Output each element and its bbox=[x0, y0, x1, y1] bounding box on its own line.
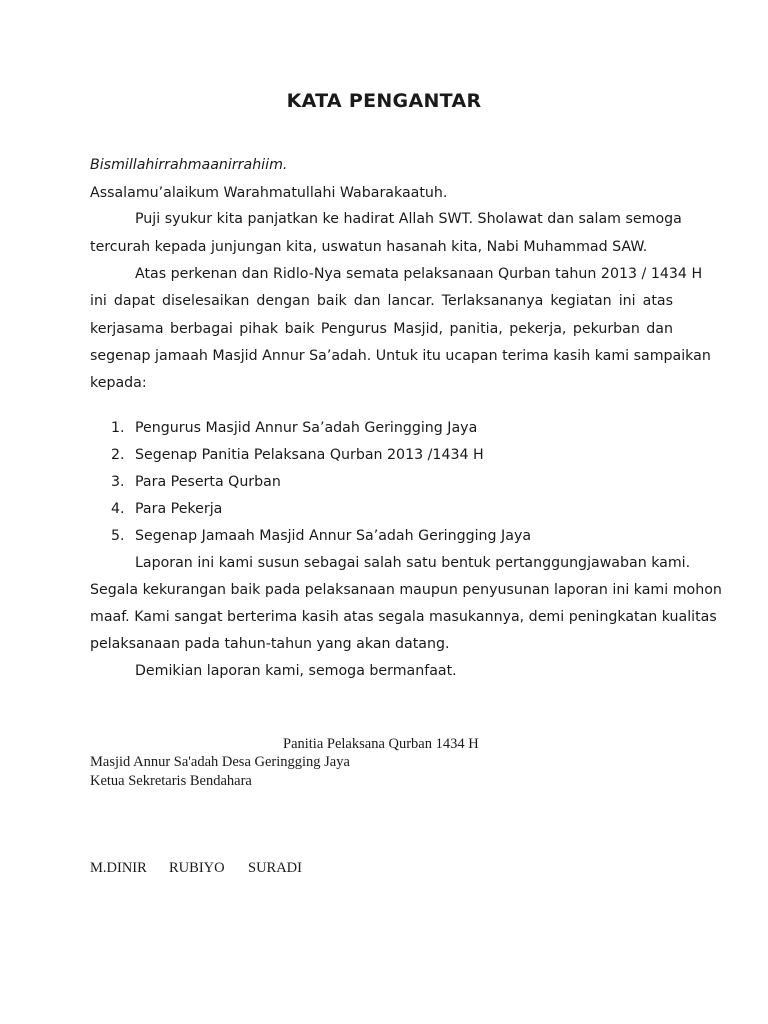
signatory-name: RUBIYO bbox=[169, 860, 225, 876]
signatory-roles: Ketua Sekretaris Bendahara bbox=[90, 773, 252, 789]
signatory-name: SURADI bbox=[248, 860, 302, 876]
paragraph3-line: Segala kekurangan baik pada pelaksanaan maupun penyusunan laporan ini kami mohon bbox=[90, 582, 722, 598]
paragraph1-line: tercurah kepada junjungan kita, uswatun hasanah kita, Nabi Muhammad SAW. bbox=[90, 239, 648, 255]
list-item: Segenap Panitia Pelaksana Qurban 2013 /1434 H bbox=[135, 447, 484, 463]
list-item: Para Peserta Qurban bbox=[135, 474, 281, 490]
paragraph2-line: kerjasama berbagai pihak baik Pengurus Masjid, panitia, pekerja, pekurban dan bbox=[90, 321, 673, 337]
paragraph3-line: Laporan ini kami susun sebagai salah satu bentuk pertanggungjawaban kami. bbox=[135, 555, 691, 571]
list-item: Para Pekerja bbox=[135, 501, 223, 517]
paragraph2-line: kepada: bbox=[90, 375, 147, 391]
paragraph3-line: maaf. Kami sangat berterima kasih atas segala masukannya, demi peningkatan kualitas bbox=[90, 609, 717, 625]
bismillah-line: Bismillahirrahmaanirrahiim. bbox=[90, 157, 288, 173]
mosque-name: Masjid Annur Sa'adah Desa Geringging Jaya bbox=[90, 754, 350, 770]
salam-line: Assalamu’alaikum Warahmatullahi Wabarakaatuh. bbox=[90, 185, 448, 201]
list-item: Segenap Jamaah Masjid Annur Sa’adah Geringging Jaya bbox=[135, 528, 532, 544]
list-number: 3. bbox=[111, 474, 125, 490]
paragraph2-line: segenap jamaah Masjid Annur Sa’adah. Untuk itu ucapan terima kasih kami sampaikan bbox=[90, 348, 711, 364]
list-item: Pengurus Masjid Annur Sa’adah Geringging Jaya bbox=[135, 420, 478, 436]
list-number: 4. bbox=[111, 501, 125, 517]
paragraph3-line: pelaksanaan pada tahun-tahun yang akan datang. bbox=[90, 636, 450, 652]
paragraph2-line: ini dapat diselesaikan dengan baik dan lancar. Terlaksananya kegiatan ini atas bbox=[90, 293, 673, 309]
paragraph1-line: Puji syukur kita panjatkan ke hadirat Allah SWT. Sholawat dan salam semoga bbox=[135, 211, 682, 227]
list-number: 5. bbox=[111, 528, 125, 544]
signatory-name: M.DINIR bbox=[90, 860, 147, 876]
list-number: 1. bbox=[111, 420, 125, 436]
document-title: KATA PENGANTAR bbox=[286, 90, 482, 112]
list-number: 2. bbox=[111, 447, 125, 463]
committee-name: Panitia Pelaksana Qurban 1434 H bbox=[283, 736, 479, 752]
closing-line: Demikian laporan kami, semoga bermanfaat. bbox=[135, 663, 457, 679]
paragraph2-line: Atas perkenan dan Ridlo-Nya semata pelaksanaan Qurban tahun 2013 / 1434 H bbox=[135, 266, 703, 282]
